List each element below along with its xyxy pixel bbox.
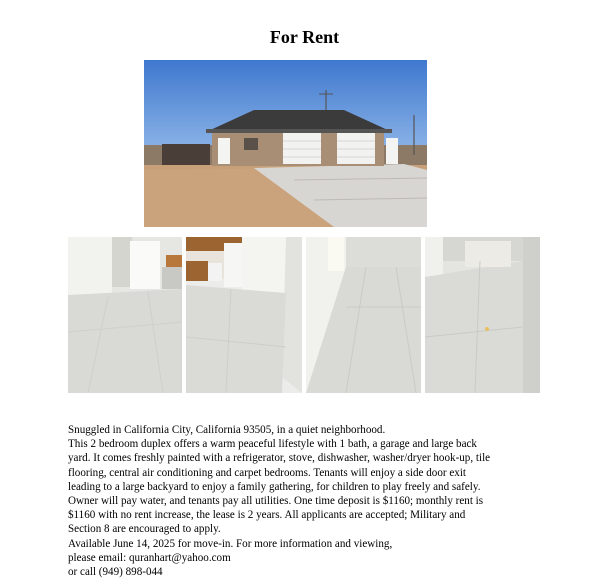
contact-email-line: please email: quranhart@yahoo.com <box>68 551 231 564</box>
description-line: leading to a large backyard to enjoy a family gathering, for children to play freely and safely. <box>68 480 481 493</box>
description-line: This 2 bedroom duplex offers a warm peaceful lifestyle with 1 bath, a garage and large back <box>68 438 477 451</box>
listing-description <box>68 423 538 579</box>
description-line: Section 8 are encouraged to apply. <box>68 523 221 536</box>
description-line: yard. It comes freshly painted with a refrigerator, stove, dishwasher, washer/dryer hook-up, tile <box>68 452 491 465</box>
description-line: Snuggled in California City, California 93505, in a quiet neighborhood. <box>68 424 386 436</box>
availability-line: Available June 14, 2025 for move-in. For more information and viewing, <box>68 537 393 550</box>
bedroom-photo <box>425 237 540 393</box>
living-room-photo <box>68 237 182 393</box>
description-line: Owner will pay water, and tenants pay all utilities. One time deposit is $1160; monthly rent is <box>68 495 484 508</box>
description-line: $1160 with no rent increase, the lease is 2 years. All applicants are accepted; Military and <box>68 509 466 522</box>
description-line: flooring, central air conditioning and carpet bedrooms. Tenants will enjoy a side door exit <box>68 466 466 479</box>
house-exterior-photo <box>144 60 427 227</box>
page-title: For Rent <box>269 27 340 47</box>
contact-phone-line: or call (949) 898-044 <box>68 566 163 579</box>
kitchen-photo <box>186 237 302 393</box>
hallway-photo <box>306 237 421 393</box>
